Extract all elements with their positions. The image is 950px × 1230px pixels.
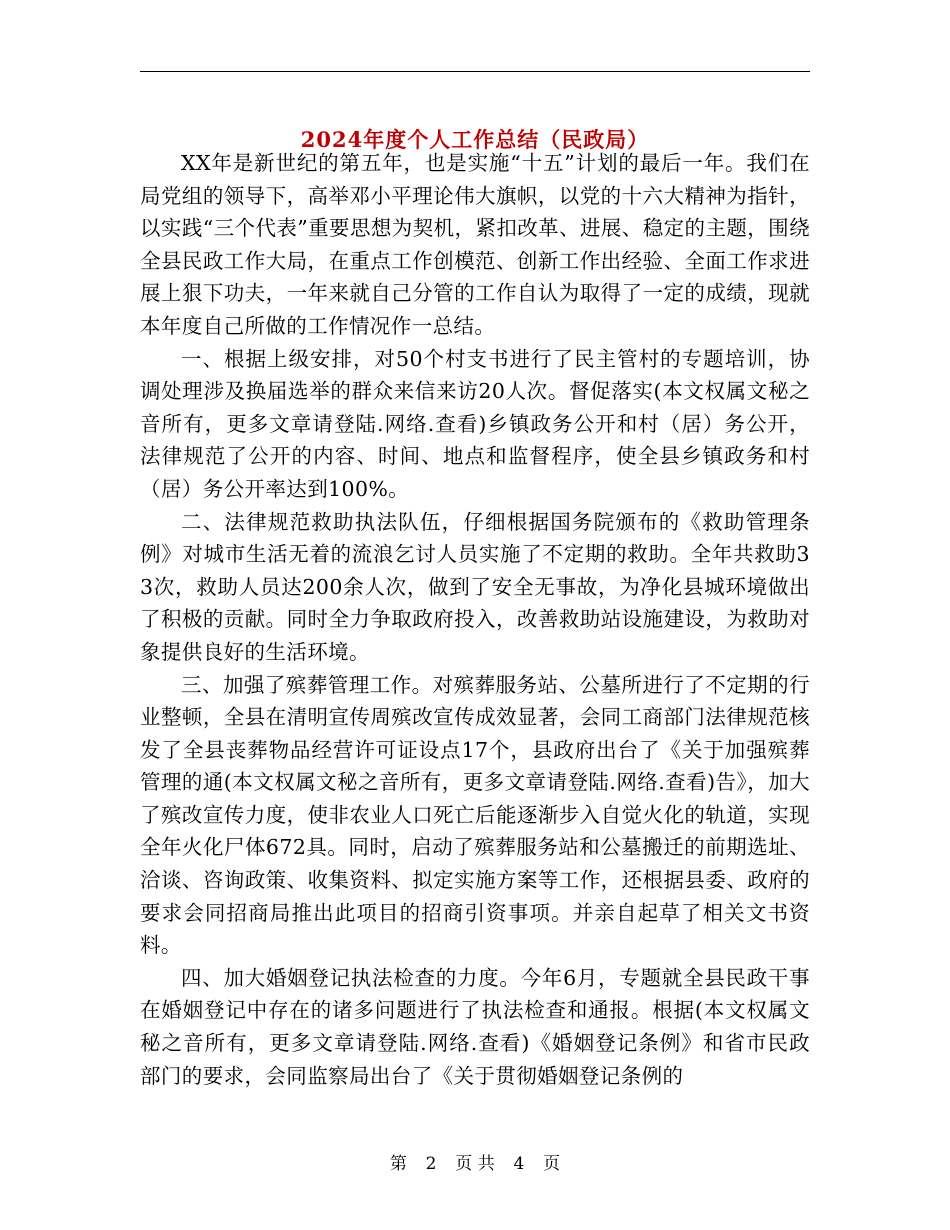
footer-suffix: 页 — [543, 1154, 561, 1174]
document-title: 2024年度个人工作总结（民政局） — [300, 127, 650, 153]
header-rule — [140, 71, 810, 72]
footer-middle: 页 共 — [455, 1154, 495, 1174]
footer-prefix: 第 — [389, 1154, 407, 1174]
footer-page-number: 2 — [425, 1154, 437, 1174]
document-body — [140, 147, 810, 1092]
paragraph-section-2: 二、法律规范救助执法队伍，仔细根据国务院颁布的《救助管理条例》对城市生活无着的流浪乞讨人员实施了不定期的救助。全年共救助33次，救助人员达200余人次，做到了安全无事故，为净化县城环境做出了积极的贡献。同时全力争取政府投入，改善救助站设施建设，为救助对象提供良好的生活环境。 — [140, 509, 810, 664]
paragraph-section-3: 三、加强了殡葬管理工作。对殡葬服务站、公墓所进行了不定期的行业整顿，全县在清明宣传周殡改宣传成效显著，会同工商部门法律规范核发了全县丧葬物品经营许可证设点17个，县政府出台了《关于加强殡葬管理的通(本文权属文秘之音所有，更多文章请登陆.网络.查看)告》，加大了殡改宣传力度，使非农业人口死亡后能逐渐步入自觉火化的轨道，实现全年火化尸体672具。同时，启动了殡葬服务站和公墓搬迁的前期选址、洽谈、咨询政策、收集资料、拟定实施方案等工作，还根据县委、政府的要求会同招商局推出此项目的招商引资事项。并亲自起草了相关文书资料。 — [140, 672, 810, 958]
paragraph-section-1: 一、根据上级安排，对50个村支书进行了民主管村的专题培训，协调处理涉及换届选举的群众来信来访20人次。督促落实(本文权属文秘之音所有，更多文章请登陆.网络.查看)乡镇政务公开和村（居）务公开，法律规范了公开的内容、时间、地点和监督程序，使全县乡镇政务和村（居）务公开率达到100%。 — [140, 346, 810, 501]
paragraph-intro: XX年是新世纪的第五年，也是实施“十五”计划的最后一年。我们在局党组的领导下，高举邓小平理论伟大旗帜，以党的十六大精神为指针，以实践“三个代表”重要思想为契机，紧扣改革、进展、稳定的主题，围绕全县民政工作大局，在重点工作创模范、创新工作出经验、全面工作求进展上狠下功夫，一年来就自己分管的工作自认为取得了一定的成绩，现就本年度自己所做的工作情况作一总结。 — [140, 151, 810, 338]
page-footer — [0, 1152, 950, 1176]
paragraph-section-4: 四、加大婚姻登记执法检查的力度。今年6月，专题就全县民政干事在婚姻登记中存在的诸多问题进行了执法检查和通报。根据(本文权属文秘之音所有，更多文章请登陆.网络.查看)《婚姻登记条例》和省市民政部门的要求，会同监察局出台了《关于贯彻婚姻登记条例的 — [140, 965, 810, 1088]
footer-page-total: 4 — [513, 1154, 525, 1174]
